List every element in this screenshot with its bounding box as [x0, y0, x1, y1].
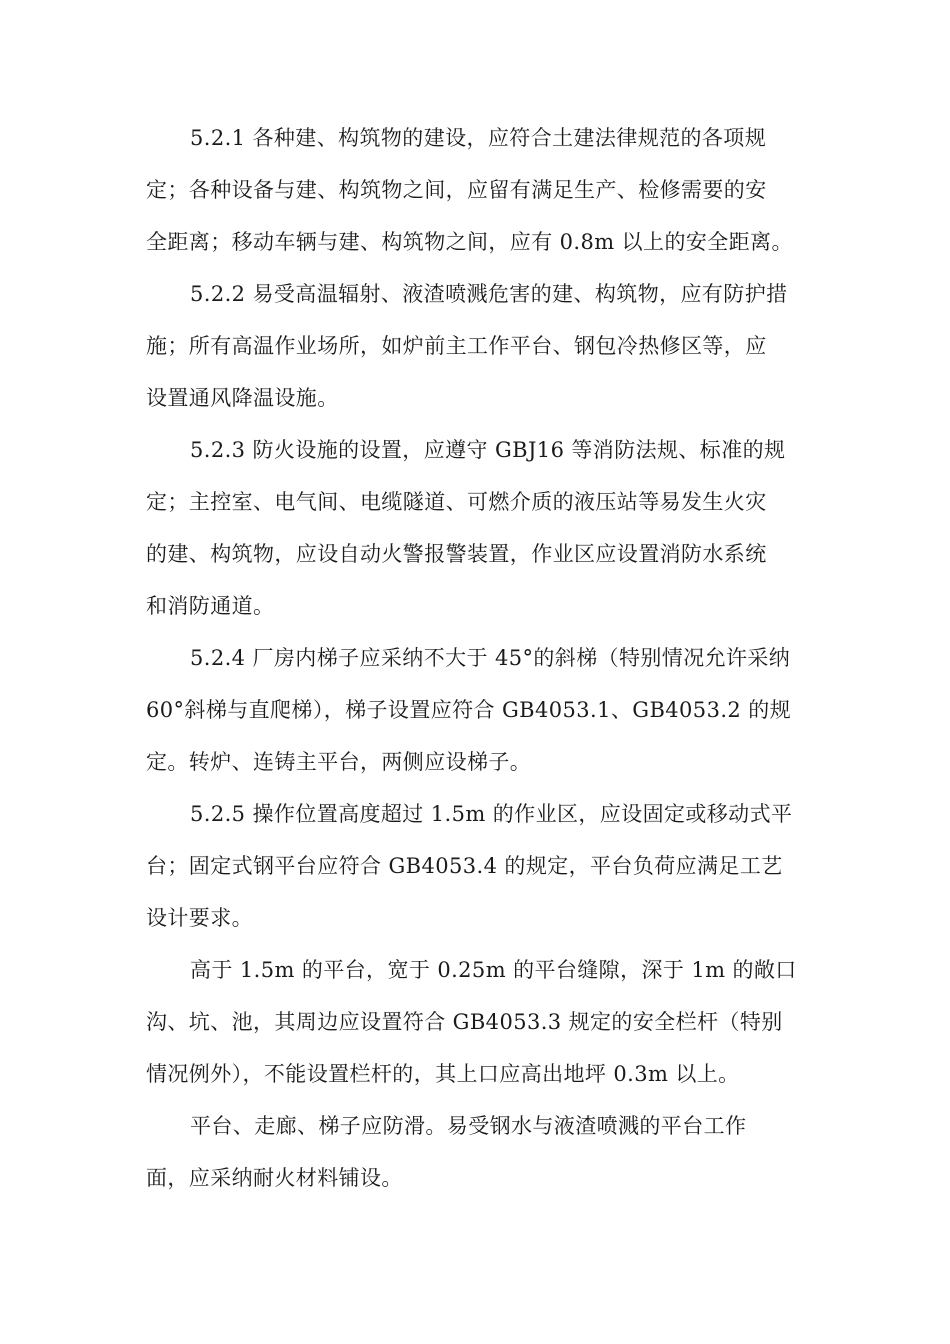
- text-line: 情况例外），不能设置栏杆的，其上口应高出地坪 0.3m 以上。: [146, 1062, 740, 1086]
- text-line: 设置通风降温设施。: [146, 386, 339, 410]
- text-line: 高于 1.5m 的平台，宽于 0.25m 的平台缝隙，深于 1m 的敞口: [190, 958, 797, 982]
- text-line: 5.2.1 各种建、构筑物的建设，应符合土建法律规范的各项规: [190, 126, 767, 150]
- text-line: 施；所有高温作业场所，如炉前主工作平台、钢包冷热修区等，应: [146, 334, 767, 358]
- paragraph-railings: [146, 944, 806, 1100]
- paragraph-5-2-3: [146, 424, 806, 632]
- paragraph-5-2-2: [146, 268, 806, 424]
- text-line: 沟、坑、池，其周边应设置符合 GB4053.3 规定的安全栏杆（特别: [146, 1010, 783, 1034]
- text-line: 5.2.2 易受高温辐射、液渣喷溅危害的建、构筑物，应有防护措: [190, 282, 788, 306]
- text-line: 60°斜梯与直爬梯），梯子设置应符合 GB4053.1、GB4053.2 的规: [146, 698, 792, 722]
- document-page: [146, 112, 806, 1204]
- text-line: 面，应采纳耐火材料铺设。: [146, 1166, 403, 1190]
- paragraph-5-2-5: [146, 788, 806, 944]
- text-line: 的建、构筑物，应设自动火警报警装置，作业区应设置消防水系统: [146, 542, 767, 566]
- text-line: 定；主控室、电气间、电缆隧道、可燃介质的液压站等易发生火灾: [146, 490, 767, 514]
- paragraph-5-2-4: [146, 632, 806, 788]
- paragraph-anti-slip: [146, 1100, 806, 1204]
- text-line: 和消防通道。: [146, 594, 275, 618]
- text-line: 全距离；移动车辆与建、构筑物之间，应有 0.8m 以上的安全距离。: [146, 230, 793, 254]
- text-line: 5.2.5 操作位置高度超过 1.5m 的作业区，应设固定或移动式平: [190, 802, 793, 826]
- text-line: 台；固定式钢平台应符合 GB4053.4 的规定，平台负荷应满足工艺: [146, 854, 783, 878]
- text-line: 5.2.3 防火设施的设置，应遵守 GBJ16 等消防法规、标准的规: [190, 438, 786, 462]
- text-line: 平台、走廊、梯子应防滑。易受钢水与液渣喷溅的平台工作: [190, 1114, 747, 1138]
- text-line: 5.2.4 厂房内梯子应采纳不大于 45°的斜梯（特别情况允许采纳: [190, 646, 791, 670]
- paragraph-5-2-1: [146, 112, 806, 268]
- text-line: 设计要求。: [146, 906, 253, 930]
- text-line: 定；各种设备与建、构筑物之间，应留有满足生产、检修需要的安: [146, 178, 767, 202]
- text-line: 定。转炉、连铸主平台，两侧应设梯子。: [146, 750, 532, 774]
